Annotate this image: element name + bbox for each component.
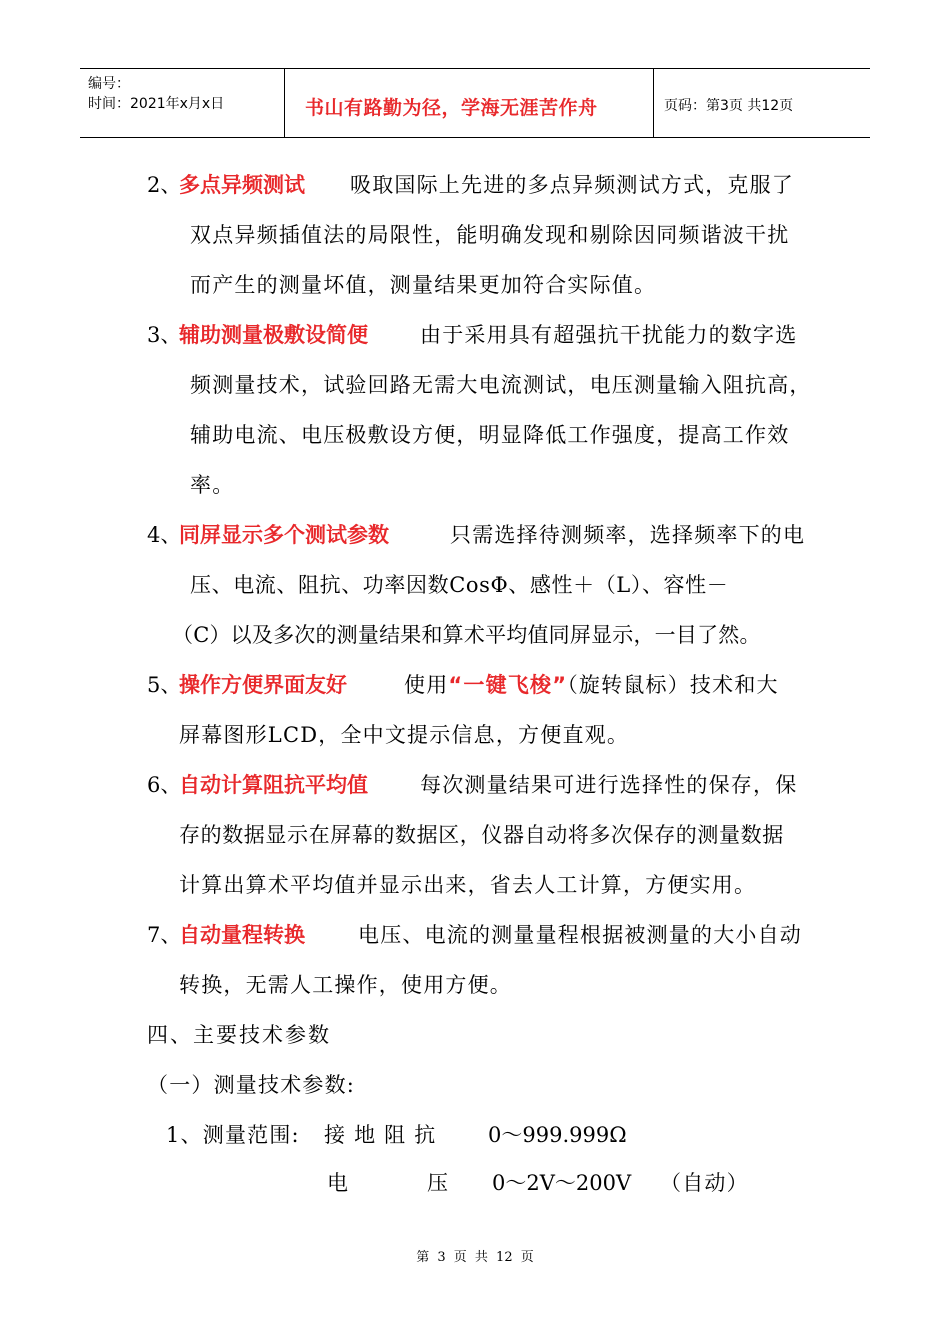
- item-4-line: 压、电流、阻抗、功率因数CosΦ、感性＋（L）、容性－: [190, 573, 729, 597]
- item-7-title: 自动量程转换: [179, 923, 305, 947]
- item-7-number: 7、: [147, 923, 182, 947]
- item-5-line: [404, 670, 779, 700]
- item-5-number: 5、: [147, 673, 182, 697]
- subsection-heading: （一）测量技术参数:: [147, 1073, 356, 1097]
- header-motto: 书山有路勤为径，学海无涯苦作舟: [305, 97, 598, 119]
- header-motto-cell: [285, 69, 654, 137]
- item-2-title: 多点异频测试: [179, 173, 305, 197]
- item-3-line: 辅助电流、电压极敷设方便，明显降低工作强度，提高工作效: [190, 423, 790, 447]
- item-7-line: 电压、电流的测量量程根据被测量的大小自动: [358, 923, 802, 947]
- param-name: 电: [327, 1171, 350, 1195]
- header-page-info: 页码：第3页 共12页: [664, 98, 794, 114]
- item-7-line: 转换，无需人工操作，使用方便。: [179, 973, 512, 997]
- param-name: 接 地 阻 抗: [324, 1123, 437, 1147]
- measure-range-label: 1、测量范围:: [166, 1123, 300, 1147]
- item-3-number: 3、: [147, 323, 182, 347]
- item-2-number: 2、: [147, 173, 182, 197]
- item-2-line: 而产生的测量坏值，测量结果更加符合实际值。: [190, 273, 657, 297]
- item-4-line: （C）以及多次的测量结果和算术平均值同屏显示，一目了然。: [172, 623, 761, 647]
- item-5-post: （旋转鼠标）技术和大: [567, 673, 779, 697]
- item-5-title: 操作方便界面友好: [179, 673, 347, 697]
- item-6-line: 存的数据显示在屏幕的数据区，仪器自动将多次保存的测量数据: [179, 823, 784, 847]
- param-value: 0～2V～200V: [492, 1171, 632, 1195]
- item-6-line: 每次测量结果可进行选择性的保存，保: [420, 773, 798, 797]
- param-value: 0～999.999Ω: [488, 1123, 627, 1147]
- item-2-line: 双点异频插值法的局限性，能明确发现和剔除因同频谐波干扰: [190, 223, 790, 247]
- document-time-label: 时间：2021年x月x日: [88, 96, 225, 112]
- item-2-line: 吸取国际上先进的多点异频测试方式，克服了: [350, 173, 794, 197]
- item-6-title: 自动计算阻抗平均值: [179, 773, 368, 797]
- item-6-number: 6、: [147, 773, 182, 797]
- header-meta-cell: [80, 69, 285, 137]
- item-3-line: 由于采用具有超强抗干扰能力的数字选: [420, 323, 798, 347]
- item-5-line: 屏幕图形LCD，全中文提示信息，方便直观。: [179, 723, 630, 747]
- item-3-title: 辅助测量极敷设简便: [179, 323, 368, 347]
- item-3-line: 频测量技术，试验回路无需大电流测试，电压测量输入阻抗高，: [190, 373, 812, 397]
- item-5-quoted-keyword: “一键飞梭”: [448, 673, 568, 697]
- item-4-line: 只需选择待测频率，选择频率下的电: [450, 523, 806, 547]
- section-heading: 四、主要技术参数: [147, 1023, 331, 1047]
- param-name: 压: [427, 1171, 450, 1195]
- item-5-pre: 使用: [404, 673, 449, 697]
- item-4-title: 同屏显示多个测试参数: [179, 523, 389, 547]
- param-note: （自动）: [660, 1171, 749, 1195]
- document-number-label: 编号：: [88, 76, 130, 92]
- header-page-cell: [654, 69, 870, 137]
- page-footer: 第 3 页 共 12 页: [416, 1250, 534, 1265]
- item-4-number: 4、: [147, 523, 182, 547]
- page-header: [80, 68, 870, 138]
- item-6-line: 计算出算术平均值并显示出来，省去人工计算，方便实用。: [179, 873, 757, 897]
- item-3-line: 率。: [190, 473, 235, 497]
